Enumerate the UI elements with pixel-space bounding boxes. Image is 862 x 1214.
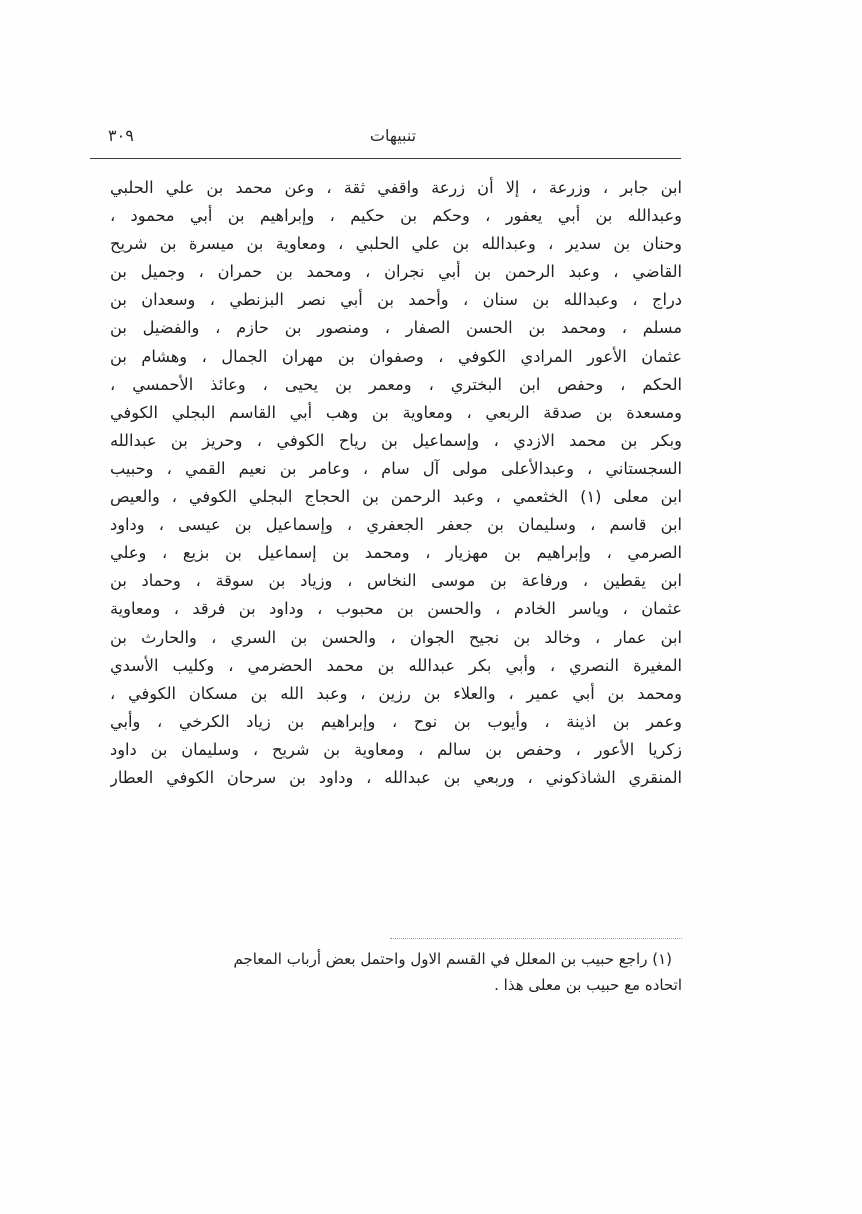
text-line: الصرمي ، وإبراهيم بن مهزيار ، ومحمد بن إسماعيل بن بزيع ، وعلي xyxy=(110,543,682,563)
text-line: وحنان بن سدير ، وعبدالله بن علي الحلبي ، ومعاوية بن ميسرة بن شريح xyxy=(110,234,682,254)
page-number: ٣٠٩ xyxy=(108,126,134,145)
text-line: زكريا الأعور ، وحفص بن سالم ، ومعاوية بن شريح ، وسليمان بن داود xyxy=(110,739,682,759)
text-line: ابن جابر ، وزرعة ، إلا أن زرعة واقفي ثقة ، وعن محمد بن علي الحلبي xyxy=(110,178,682,197)
footnote-rule xyxy=(390,938,682,939)
text-line: القاضي ، وعبد الرحمن بن أبي نجران ، ومحمد بن حمران ، وجميل بن xyxy=(110,262,682,282)
body-text xyxy=(110,174,682,792)
page-header xyxy=(108,126,678,160)
text-line: ومسعدة بن صدقة الربعي ، ومعاوية بن وهب أبي القاسم البجلي الكوفي xyxy=(110,402,682,422)
text-line: وبكر بن محمد الازدي ، وإسماعيل بن رياح الكوفي ، وحريز بن عبدالله xyxy=(110,430,682,450)
text-line: ابن عمار ، وخالد بن نجيح الجوان ، والحسن بن السري ، والحارث بن xyxy=(110,627,682,647)
text-line: مسلم ، ومحمد بن الحسن الصفار ، ومنصور بن حازم ، والفضيل بن xyxy=(110,318,682,338)
text-line: المنقري الشاذكوني ، وربعي بن عبدالله ، وداود بن سرحان الكوفي العطار xyxy=(110,767,682,787)
text-line: وعمر بن اذينة ، وأيوب بن نوح ، وإبراهيم بن زياد الكرخي ، وأبي xyxy=(110,711,682,731)
text-line: الحكم ، وحفص ابن البختري ، ومعمر بن يحيى ، وعائذ الأحمسي ، xyxy=(110,374,682,394)
text-line: ومحمد بن أبي عمير ، والعلاء بن رزين ، وعبد الله بن مسكان الكوفي ، xyxy=(110,683,682,703)
footnote-line: (١) راجع حبيب بن المعلل في القسم الاول واحتمل بعض أرباب المعاجم xyxy=(233,950,672,968)
text-line: المغيرة النصري ، وأبي بكر عبدالله بن محمد الحضرمي ، وكليب الأسدي xyxy=(110,655,682,675)
footnote-line: اتحاده مع حبيب بن معلى هذا . xyxy=(494,976,682,994)
header-rule xyxy=(90,158,681,159)
text-line: ابن قاسم ، وسليمان بن جعفر الجعفري ، وإسماعيل بن عيسى ، وداود xyxy=(110,515,682,535)
running-title: تنبيهات xyxy=(369,126,417,145)
text-line: السجستاني ، وعبدالأعلى مولى آل سام ، وعامر بن نعيم القمي ، وحبيب xyxy=(110,458,682,478)
text-line: دراج ، وعبدالله بن سنان ، وأحمد بن أبي نصر البزنطي ، وسعدان بن xyxy=(110,290,682,310)
text-line: ابن معلى (١) الخثعمي ، وعبد الرحمن بن الحجاج البجلي الكوفي ، والعيص xyxy=(110,487,682,507)
footnotes xyxy=(110,946,682,998)
text-line: عثمان ، وياسر الخادم ، والحسن بن محبوب ، وداود بن فرقد ، ومعاوية xyxy=(110,599,682,619)
text-line: ابن يقطين ، ورفاعة بن موسى النخاس ، وزياد بن سوقة ، وحماد بن xyxy=(110,571,682,591)
text-line: وعبدالله بن أبي يعفور ، وحكم بن حكيم ، وإبراهيم بن أبي محمود ، xyxy=(110,206,682,226)
text-line: عثمان الأعور المرادي الكوفي ، وصفوان بن مهران الجمال ، وهشام بن xyxy=(110,346,682,366)
